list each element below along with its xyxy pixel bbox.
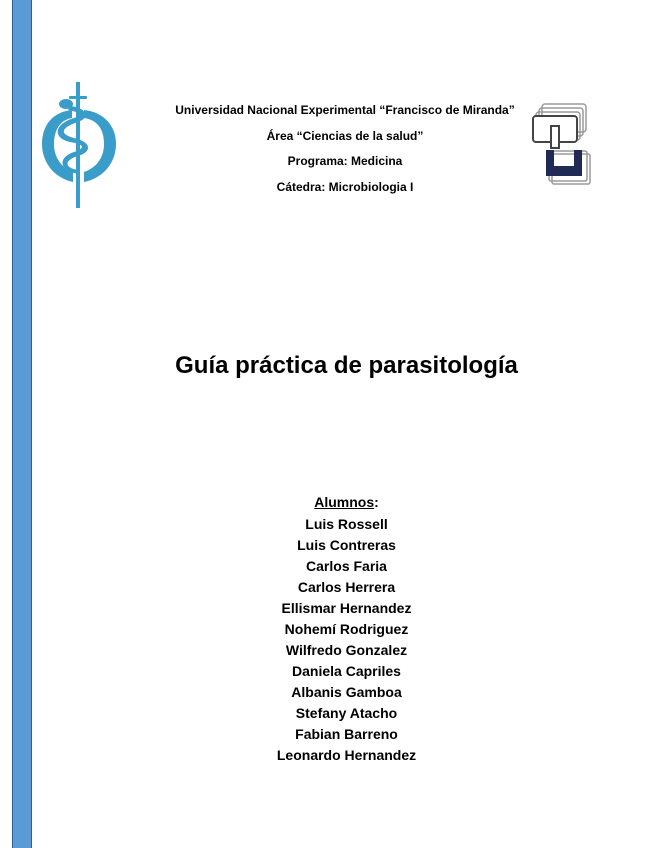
student-name: Fabian Barreno bbox=[295, 726, 398, 742]
students-heading-label: Alumnos bbox=[314, 494, 375, 510]
student-name: Daniela Capriles bbox=[292, 663, 401, 679]
student-name: Wilfredo Gonzalez bbox=[285, 642, 408, 658]
student-name: Ellismar Hernandez bbox=[281, 600, 412, 616]
area-name: Área “Ciencias de la salud” bbox=[266, 128, 424, 143]
student-name: Luis Rossell bbox=[305, 516, 388, 532]
students-heading bbox=[0, 490, 655, 514]
students-list bbox=[0, 514, 655, 766]
student-name: Nohemí Rodriguez bbox=[284, 621, 409, 637]
chair-name: Cátedra: Microbiologia I bbox=[276, 179, 414, 194]
student-name: Carlos Faria bbox=[306, 558, 387, 574]
institution-header bbox=[150, 98, 540, 200]
program-name: Programa: Medicina bbox=[287, 154, 403, 168]
university-name: Universidad Nacional Experimental “Francisco de Miranda” bbox=[175, 103, 515, 117]
medicine-caduceus-logo-icon bbox=[40, 82, 120, 208]
students-heading-colon: : bbox=[374, 494, 379, 510]
document-title: Guía práctica de parasitología bbox=[175, 352, 518, 379]
students-section bbox=[0, 490, 655, 766]
student-name: Stefany Atacho bbox=[295, 705, 398, 721]
student-name: Luis Contreras bbox=[297, 537, 396, 553]
student-name: Leonardo Hernandez bbox=[276, 747, 417, 763]
student-name: Albanis Gamboa bbox=[291, 684, 402, 700]
student-name: Carlos Herrera bbox=[297, 579, 396, 595]
